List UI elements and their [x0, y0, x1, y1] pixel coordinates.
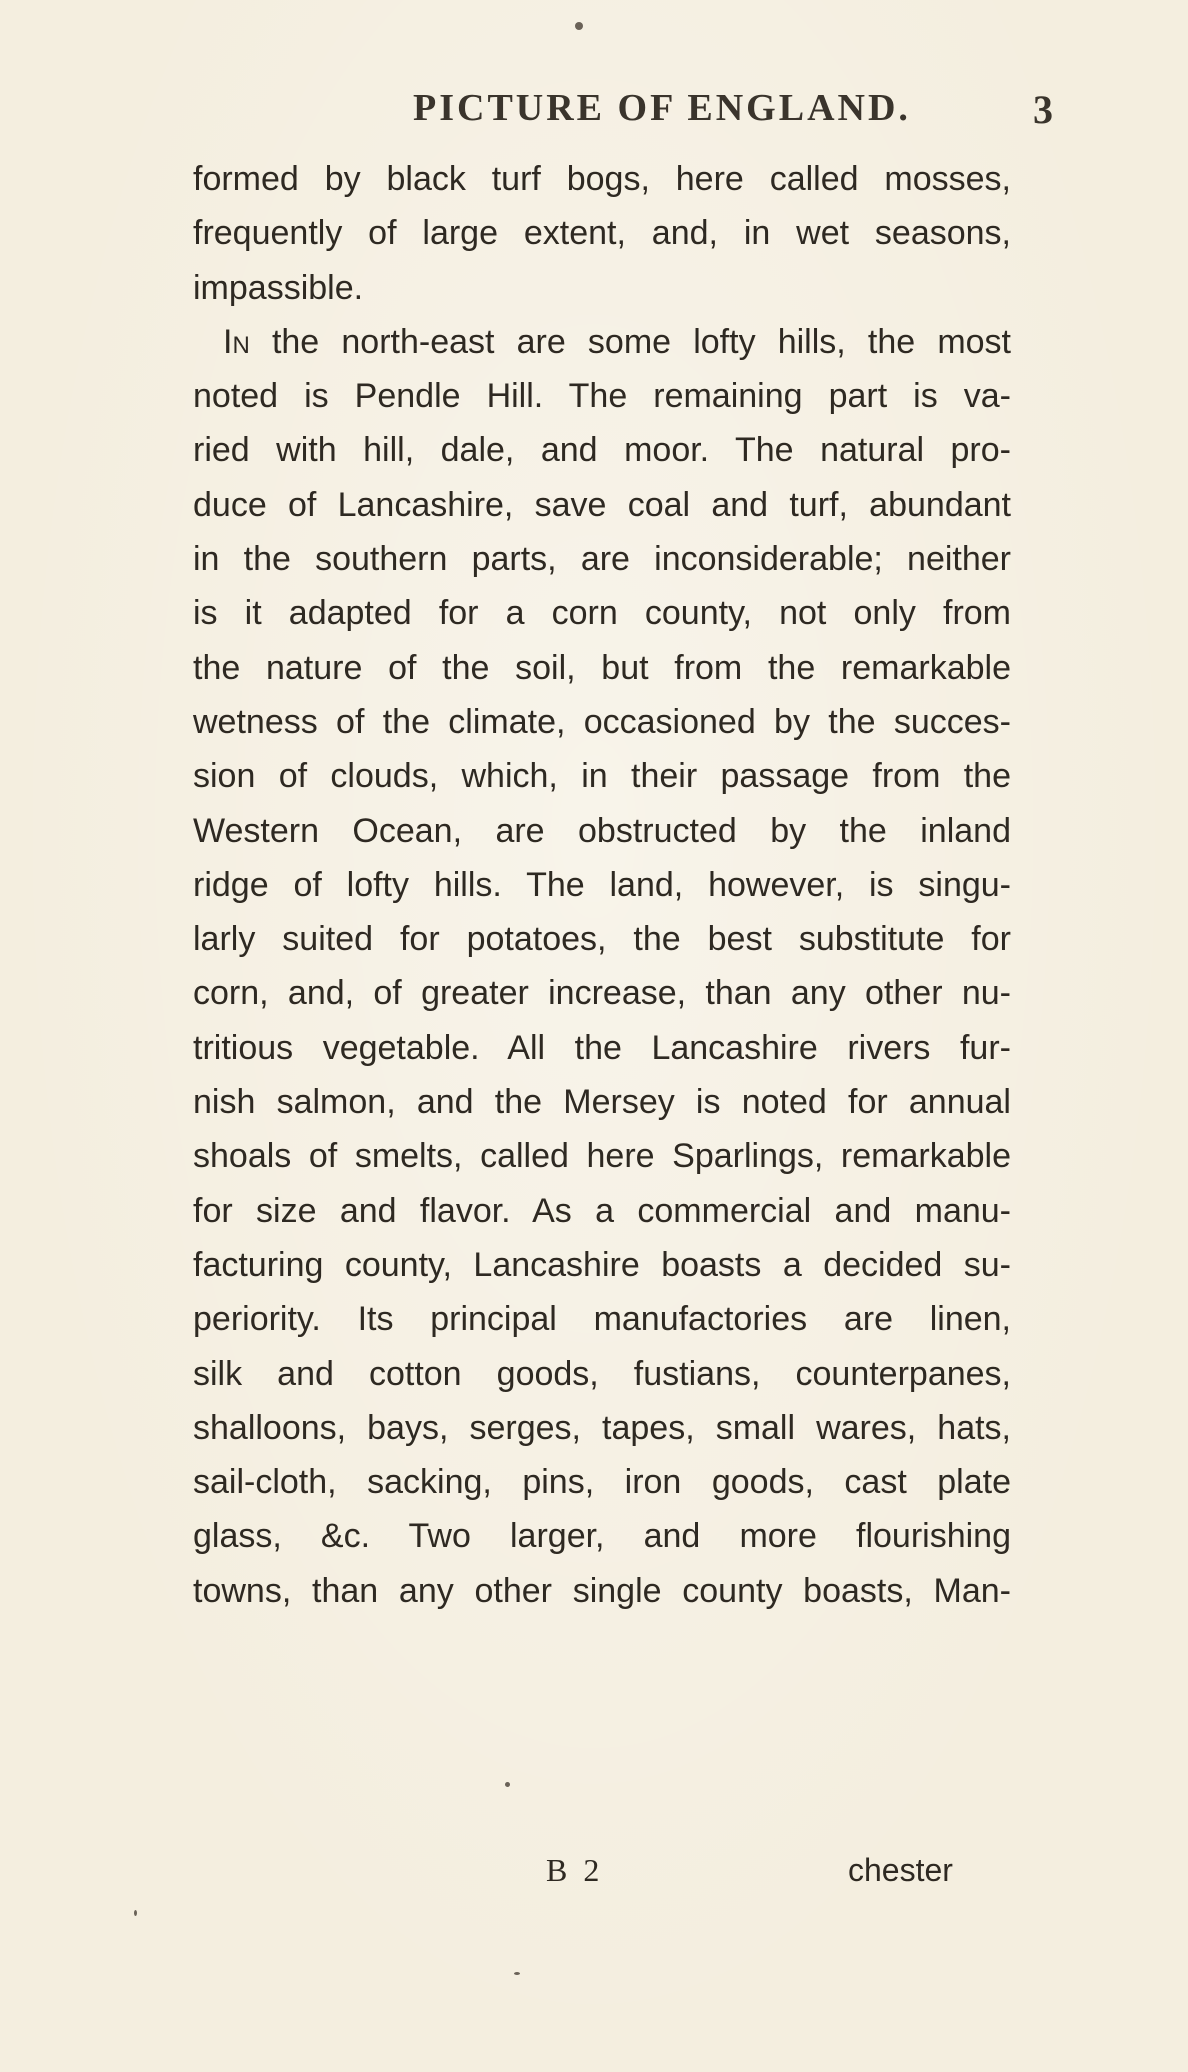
running-head: PICTURE OF ENGLAND. — [413, 87, 911, 129]
page-header — [193, 86, 1053, 136]
text-line: sail-cloth, sacking, pins, iron goods, cast plate — [193, 1463, 1011, 1502]
text-line: silk and cotton goods, fustians, counterpanes, — [193, 1354, 1011, 1393]
text-line: shalloons, bays, serges, tapes, small wares, hats, — [193, 1408, 1011, 1447]
text-line-rest: the north-east are some lofty hills, the most — [271, 322, 1011, 361]
text-line: Western Ocean, are obstructed by the inland — [193, 811, 1011, 850]
page-number: 3 — [1033, 87, 1053, 132]
text-line: glass, &c. Two larger, and more flourishing — [193, 1517, 1011, 1556]
ink-speck — [575, 22, 583, 30]
text-line: formed by black turf bogs, here called mosses, — [193, 160, 1011, 198]
page-footer — [193, 1852, 1011, 1902]
text-line: the nature of the soil, but from the remarkable — [193, 648, 1011, 687]
body-text — [193, 152, 1011, 1618]
ink-speck — [514, 1972, 520, 1975]
text-line: duce of Lancashire, save coal and turf, abundant — [193, 485, 1011, 524]
paragraph-lead-word: In — [223, 322, 250, 361]
text-line: impassible. — [193, 268, 364, 307]
text-line: facturing county, Lancashire boasts a decided su- — [193, 1245, 1011, 1284]
text-line: sion of clouds, which, in their passage from the — [193, 757, 1011, 796]
text-line: nish salmon, and the Mersey is noted for annual — [193, 1083, 1011, 1122]
text-line: tritious vegetable. All the Lancashire rivers fur- — [193, 1028, 1011, 1067]
ink-speck — [134, 1910, 137, 1916]
paragraph-start-line — [193, 315, 1011, 369]
text-line: frequently of large extent, and, in wet seasons, — [193, 214, 1011, 253]
text-line: towns, than any other single county boasts, Man- — [193, 1571, 1011, 1610]
text-line: corn, and, of greater increase, than any other nu- — [193, 974, 1011, 1013]
text-line: is it adapted for a corn county, not only from — [193, 594, 1011, 633]
text-line: for size and flavor. As a commercial and manu- — [193, 1191, 1011, 1230]
text-line: in the southern parts, are inconsiderable; neither — [193, 540, 1011, 579]
text-line: wetness of the climate, occasioned by the succes- — [193, 702, 1011, 741]
text-line: periority. Its principal manufactories are linen, — [193, 1300, 1011, 1339]
ink-speck — [505, 1782, 510, 1787]
text-line: ridge of lofty hills. The land, however, is singu- — [193, 865, 1011, 904]
text-line: ried with hill, dale, and moor. The natural pro- — [193, 431, 1011, 470]
text-line: noted is Pendle Hill. The remaining part is va- — [193, 377, 1011, 416]
signature-mark: B 2 — [546, 1852, 604, 1888]
text-line: shoals of smelts, called here Sparlings, remarkable — [193, 1137, 1011, 1176]
catchword: chester — [848, 1852, 953, 1888]
text-line: larly suited for potatoes, the best substitute for — [193, 920, 1011, 959]
